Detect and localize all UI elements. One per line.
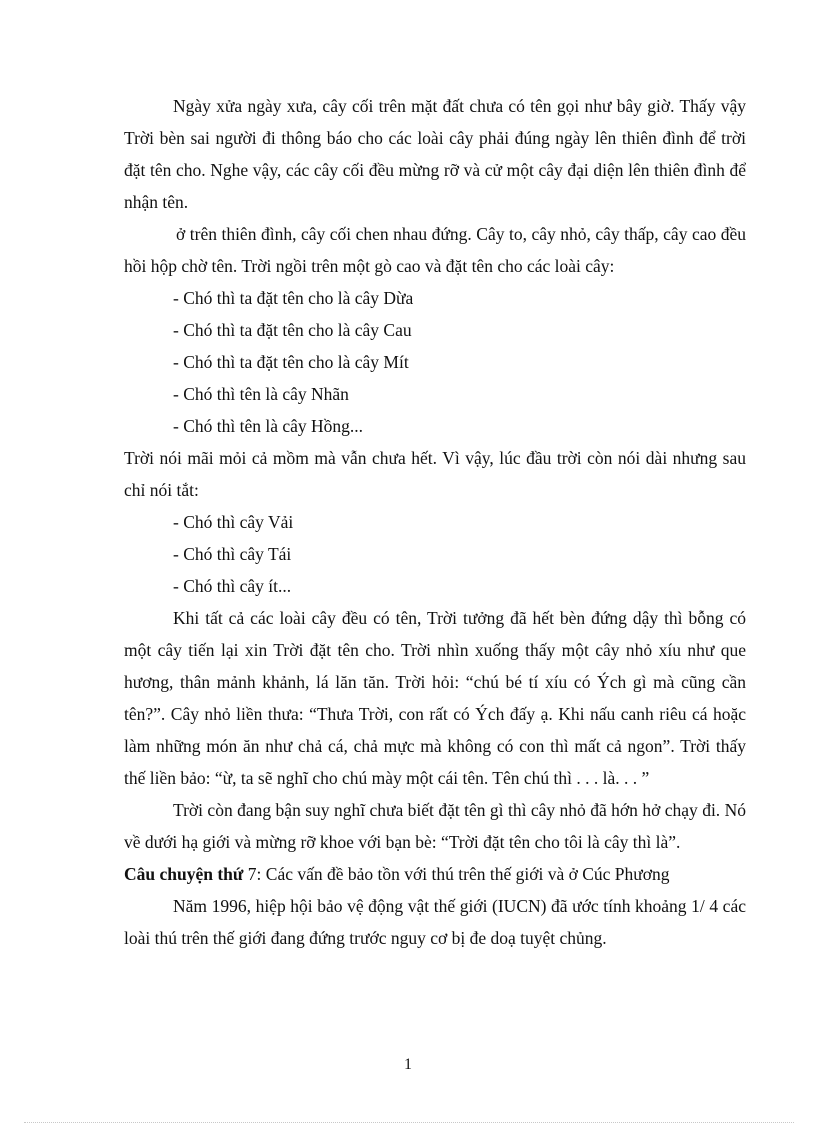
list-item: - Chó thì tên là cây Nhãn [173, 384, 349, 404]
paragraph-heaven: ở trên thiên đình, cây cối chen nhau đứng. Cây to, cây nhỏ, cây thấp, cây cao đều hồi hộp chờ tên. Trời ngồi trên một gò cao và đặt tên cho các loài cây: [124, 224, 746, 276]
paragraph-ending: Trời còn đang bận suy nghĩ chưa biết đặt tên gì thì cây nhỏ đã hớn hở chạy đi. Nó về dưới hạ giới và mừng rỡ khoe với bạn bè: “Trời đặt tên cho tôi là cây thì là”. [124, 800, 746, 852]
story-heading [124, 858, 746, 890]
naming-list-short [124, 506, 746, 602]
list-item: - Chó thì cây Tái [173, 544, 292, 564]
document-body [124, 90, 746, 954]
story-heading-title: 7: Các vấn đề bảo tồn với thú trên thế giới và ở Cúc Phương [243, 864, 670, 884]
story-heading-label: Câu chuyện thứ [124, 864, 244, 884]
page-number: 1 [404, 1056, 412, 1073]
list-item: - Chó thì cây Vải [173, 512, 294, 532]
list-item: - Chó thì cây ít... [173, 576, 292, 596]
paragraph-tired: Trời nói mãi mỏi cả mồm mà vẫn chưa hết. Vì vậy, lúc đầu trời còn nói dài nhưng sau chỉ nói tắt: [124, 448, 746, 500]
list-item: - Chó thì tên là cây Hồng... [173, 416, 364, 436]
paragraph-small-tree: Khi tất cả các loài cây đều có tên, Trời tưởng đã hết bèn đứng dậy thì bỗng có một cây tiến lại xin Trời đặt tên cho. Trời nhìn xuống thấy một cây nhỏ xíu như que hương, thân mảnh khảnh, lá lăn tăn. Trời hỏi: “chú bé tí xíu có Ých gì mà cũng cần tên?”. Cây nhỏ liền thưa: “Thưa Trời, con rất có Ých đấy ạ. Khi nấu canh riêu cá hoặc làm những món ăn như chả cá, chả mực mà không có con thì mất cả ngon”. Trời thấy thế liền bảo: “ừ, ta sẽ nghĩ cho chú mày một cái tên. Tên chú thì . . . là. . . ” [124, 608, 746, 788]
paragraph-iucn: Năm 1996, hiệp hội bảo vệ động vật thế giới (IUCN) đã ước tính khoảng 1/ 4 các loài thú trên thế giới đang đứng trước nguy cơ bị đe doạ tuyệt chủng. [124, 896, 746, 948]
paragraph-intro: Ngày xửa ngày xưa, cây cối trên mặt đất chưa có tên gọi như bây giờ. Thấy vậy Trời bèn sai người đi thông báo cho các loài cây phải đúng ngày lên thiên đình để trời đặt tên cho. Nghe vậy, các cây cối đều mừng rỡ và cử một cây đại diện lên thiên đình để nhận tên. [124, 96, 746, 212]
list-item: - Chó thì ta đặt tên cho là cây Dừa [173, 288, 414, 308]
list-item: - Chó thì ta đặt tên cho là cây Cau [173, 320, 412, 340]
list-item: - Chó thì ta đặt tên cho là cây Mít [173, 352, 409, 372]
naming-list-long [124, 282, 746, 442]
